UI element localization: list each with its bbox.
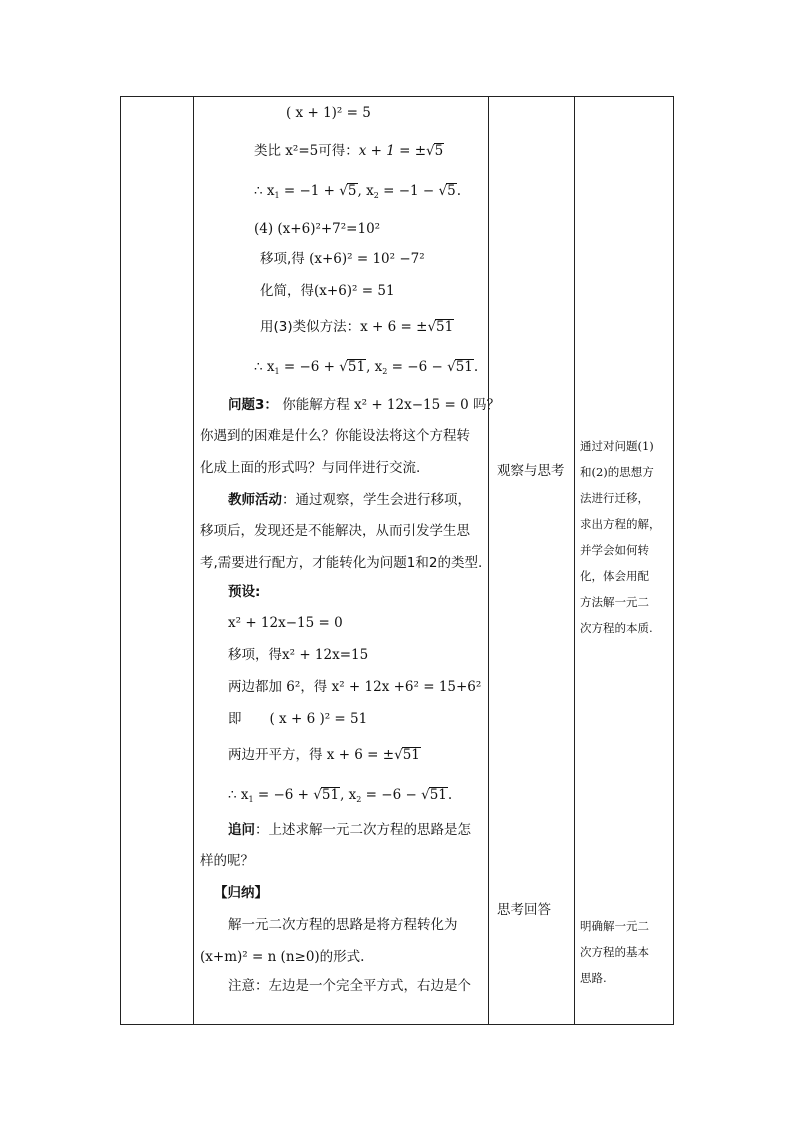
note-line: 通过对问题(1) (580, 439, 654, 453)
note-line: 化，体会用配 (580, 569, 649, 583)
radicand: 51 (436, 319, 454, 335)
subscript: 2 (373, 191, 379, 200)
result-line (228, 709, 367, 729)
note-line: 次方程的基本 (580, 945, 649, 959)
radicand: 51 (321, 787, 340, 803)
math: = −1 + (279, 183, 340, 199)
text: 两边开平方，得 (228, 747, 327, 763)
paragraph-line: 移项后，发现还是不能解决，从而引发学生思 (200, 523, 470, 539)
subscript: 1 (274, 367, 280, 376)
math: ∴ x (228, 787, 249, 803)
radicand: 51 (347, 359, 366, 375)
math: , x (340, 787, 357, 803)
text: 类比 (254, 143, 286, 159)
text: 两边都加 (228, 679, 287, 695)
math: x + 1 = ± (358, 143, 427, 159)
note-line: 明确解一元二 (580, 919, 649, 933)
subscript: 1 (274, 191, 280, 200)
math: = −6 + (279, 359, 340, 375)
math: (x+6)² = 51 (314, 283, 395, 299)
text: 用(3)类似方法： (260, 319, 361, 335)
math: ( x + 6 )² = 51 (269, 711, 368, 727)
solution-line: ∴ $x_1 = -6 + √51$, $x_2 = -6 - √51$. (254, 359, 479, 376)
text: 吗？ (468, 397, 500, 413)
text: 即 (228, 711, 242, 727)
math: ∴ x (254, 359, 275, 375)
formula-line: (x+m)² = n (n≥0)的形式. (200, 949, 365, 965)
transpose-line (260, 249, 425, 269)
solution-line: ∴ $x_1 = -1 + √5$, $x_2 = -1 - √5$. (254, 183, 461, 200)
radicand: 5 (347, 183, 357, 199)
question-label: 问题3： (228, 397, 278, 413)
math: = −1 − (378, 183, 439, 199)
math: = −6 − (387, 359, 448, 375)
math: . (473, 359, 479, 375)
text: 化简，得 (260, 283, 314, 299)
math: x² + 12x−15 = 0 (354, 397, 469, 413)
math: x² + 12x +6² = 15+6² (331, 679, 482, 695)
analogy-line: 类比 x²=5可得：x + 1 = ±√5 (254, 143, 444, 159)
text: 你能解方程 (277, 397, 354, 413)
paragraph-line: 样的呢？ (200, 853, 254, 869)
simplify-line (260, 281, 395, 301)
student-activity-observe: 观察与思考 (497, 463, 565, 479)
note-line: 和(2)的思想方 (580, 465, 654, 479)
math: , x (366, 359, 383, 375)
design-intent-note-2 (580, 913, 672, 991)
math: = −6 + (253, 787, 314, 803)
text: ：上述求解一元二次方程的思路是怎 (255, 822, 471, 838)
math: , x (357, 183, 374, 199)
teacher-activity-line (228, 490, 471, 510)
subscript: 2 (356, 795, 362, 804)
text: ：通过观察，学生会进行移项， (282, 492, 471, 508)
math: 6² (286, 679, 301, 695)
text: x²=5可得： (285, 143, 359, 159)
square-root-line: 两边开平方，得 x + 6 = ±√51 (228, 747, 420, 763)
subscript: 1 (248, 795, 254, 804)
note-line: 方法解一元二 (580, 595, 649, 609)
radicand: 5 (434, 143, 444, 159)
summary-heading: 【归纳】 (214, 885, 268, 901)
math: x + 6 = ± (326, 747, 395, 763)
text: 移项,得 (260, 251, 305, 267)
note-line: 求出方程的解， (580, 517, 661, 531)
math: . (447, 787, 453, 803)
activity-label: 教师活动 (228, 492, 282, 508)
radicand: 51 (402, 747, 420, 763)
note-line: 法进行迁移， (580, 491, 649, 505)
radicand: 51 (455, 359, 473, 375)
note-line: 并学会如何转 (580, 543, 649, 557)
column-divider (574, 97, 575, 1024)
column-divider (488, 97, 489, 1024)
note-line: 思路. (580, 971, 607, 985)
note-line: 次方程的本质. (580, 621, 653, 635)
paragraph-line: 你遇到的困难是什么？你能设法将这个方程转 (200, 428, 470, 444)
math: . (456, 183, 461, 199)
method-line: 用(3)类似方法：x + 6 = ±√51 (260, 319, 454, 335)
text: 移项，得 (228, 647, 282, 663)
follow-up-question-line (228, 820, 471, 840)
math: ∴ x (254, 183, 275, 199)
subscript: 2 (382, 367, 388, 376)
radicand: 51 (429, 787, 447, 803)
equation-line: ( x + 1)² = 5 (286, 105, 371, 121)
transpose-line (228, 645, 368, 665)
paragraph-line: 注意：左边是一个完全平方式，右边是个 (228, 978, 471, 994)
paragraph-line: 解一元二次方程的思路是将方程转化为 (228, 917, 458, 933)
text: ，得 (300, 679, 332, 695)
question-label: 追问 (228, 822, 255, 838)
lesson-table (120, 96, 674, 1025)
solution-line: ∴ $x_1 = -6 + √51$, $x_2 = -6 - √51$. (228, 787, 453, 804)
math: x² + 12x=15 (282, 647, 369, 663)
math: (x+6)² = 10² −7² (309, 251, 425, 267)
radicand: 5 (447, 183, 456, 199)
question-3-line (228, 395, 500, 415)
design-intent-note-1 (580, 433, 672, 641)
preset-label: 预设: (228, 584, 261, 600)
paragraph-line: 化成上面的形式吗？与同伴进行交流. (200, 460, 421, 476)
student-activity-answer: 思考回答 (497, 902, 551, 918)
equation-line: x² + 12x−15 = 0 (228, 615, 343, 631)
teaching-content-cell (194, 97, 500, 1024)
equation-line: (4) (x+6)²+7²=10² (254, 221, 381, 237)
math: = −6 − (361, 787, 422, 803)
math: x + 6 = ± (360, 319, 428, 335)
paragraph-line: 考,需要进行配方，才能转化为问题1和2的类型. (200, 555, 483, 571)
complete-square-line (228, 677, 481, 697)
